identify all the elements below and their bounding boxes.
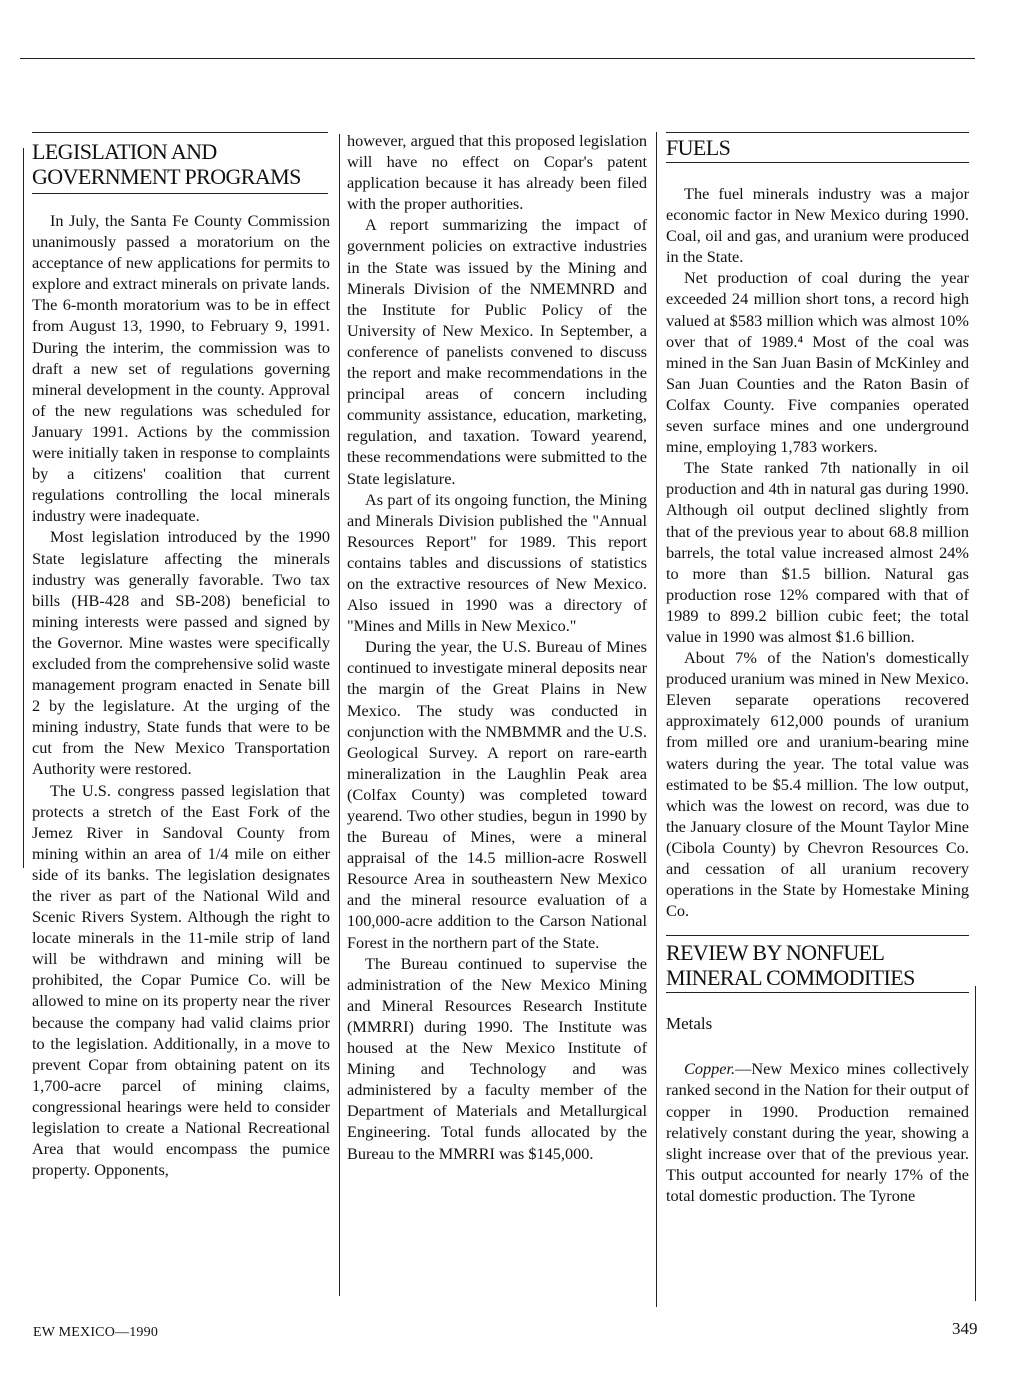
column-1 <box>32 132 330 1180</box>
heading-line: LEGISLATION AND <box>32 139 217 164</box>
copper-text: —New Mexico mines collectively ranked second in the Nation for their output of copper in 1990. Production remained relatively constant during the year, showing a slight increase over that of the previous year. This output accounted for nearly 17% of the total domestic production. The Tyrone <box>666 1059 969 1205</box>
section-heading-review <box>666 935 969 993</box>
page-number: 349 <box>952 1319 978 1338</box>
heading-line: GOVERNMENT PROGRAMS <box>32 164 301 189</box>
paragraph-copper <box>666 1058 969 1206</box>
heading-line: MINERAL COMMODITIES <box>666 965 915 991</box>
column-rule-1-2 <box>339 134 340 1296</box>
paragraph: The U.S. congress passed legislation that protects a stretch of the East Fork of the Jemez River in Sandoval County from mining within an area of 1/4 mile on either side of its banks. The legislation designates the river as part of the National Wild and Scenic Rivers System. Although the right to locate minerals in the 11-mile strip of land will be withdrawn and mining will be prohibited, the Copar Pumice Co. will be allowed to mine on its property near the river because the company had valid claims prior to the legislation. Additionally, in a move to prevent Copar from obtaining patent on its 1,700-acre parcel of mining claims, congressional hearings were held to consider legislation to create a National Recreational Area that would encompass the pumice property. Opponents, <box>32 780 330 1180</box>
copper-lead: Copper. <box>684 1059 736 1079</box>
paragraph: The Bureau continued to supervise the administration of the New Mexico Mining and Mineral Resources Research Institute (MMRRI) during 1990. The Institute was housed at the New Mexico Institute of Mining and Technology and was administered by a faculty member of the Department of Materials and Metallurgical Engineering. Total funds allocated by the Bureau to the MMRRI was $145,000. <box>347 953 647 1163</box>
paragraph: however, argued that this proposed legislation will have no effect on Copar's patent application because it has already been filed with the proper authorities. <box>347 131 647 214</box>
subheading-metals: Metals <box>666 1014 713 1034</box>
paragraph: About 7% of the Nation's domestically produced uranium was mined in New Mexico. Eleven separate operations recovered approximately 612,000 pounds of uranium from milled ore and uranium-bearing mine waters during the year. The total value was estimated to be $5.4 million. The low output, which was the lowest on record, was due to the January closure of the Mount Taylor Mine (Cibola County) by Chevron Resources Co. and cessation of all uranium recovery operations in the State by Homestake Mining Co. <box>666 648 969 921</box>
heading-line: REVIEW BY NONFUEL <box>666 940 885 966</box>
column-rule-right <box>975 986 976 1301</box>
running-footer: EW MEXICO—1990 <box>33 1325 159 1340</box>
paragraph: The fuel minerals industry was a major economic factor in New Mexico during 1990. Coal, oil and gas, and uranium were produced in the State. <box>666 184 969 267</box>
paragraph: Most legislation introduced by the 1990 State legislature affecting the minerals industry was generally favorable. Two tax bills (HB-428 and SB-208) beneficial to mining interests were passed and signed by the Governor. Mine wastes were specifically excluded from the comprehensive solid waste management program enacted in Senate bill 2 by the legislature. At the urging of the mining industry, State funds that were to be cut from the New Mexico Transportation Authority were restored. <box>32 527 330 779</box>
paragraph: As part of its ongoing function, the Mining and Minerals Division published the "Annual Resources Report" for 1989. This report contains tables and discussions of statistics on the extractive resources of New Mexico. Also issued in 1990 was a directory of "Mines and Mills in New Mexico." <box>347 489 647 636</box>
top-rule <box>20 58 975 59</box>
column-rule-2-3 <box>656 132 657 1307</box>
paragraph: During the year, the U.S. Bureau of Mines continued to investigate mineral deposits near the margin of the Great Plains in New Mexico. The study was conducted in conjunction with the NMBMMR and the U.S. Geological Survey. A report on rare-earth mineralization in the Laughlin Peak area (Colfax County) was completed toward yearend. Two other studies, begun in 1990 by the Bureau of Mines, were a mineral appraisal of the 14.5 million-acre Roswell Resource Area in southeastern New Mexico and the mineral resource evaluation of a 100,000-acre addition to the Carson National Forest in the northern part of the State. <box>347 637 647 952</box>
paragraph: In July, the Santa Fe County Commission unanimously passed a moratorium on the acceptance of new applications for permits to explore and extract minerals on private lands. The 6-month moratorium was to be in effect from August 13, 1990, to February 9, 1991. During the interim, the commission was to draft a new set of regulations governing mineral development in the county. Approval of the new regulations was scheduled for January 1991. Actions by the commission were initially taken in response to complaints by a citizens' coalition that current regulations controlling the local minerals industry were inadequate. <box>32 211 330 526</box>
paragraph: The State ranked 7th nationally in oil production and 4th in natural gas during 1990. Although oil output declined slightly from that of the previous year to about 68.8 million barrels, the total value increased almost 24% to more than $1.5 billion. Natural gas production rose 12% compared with that of 1989 to 899.2 billion cubic feet; the total value in 1990 was almost $1.6 billion. <box>666 458 969 646</box>
paragraph: A report summarizing the impact of government policies on extractive industries in the State was issued by the Mining and Minerals Division of the NMEMNRD and the Institute for Public Policy of the University of New Mexico. In September, a conference of panelists convened to discuss the report and make recommendations in the principal areas of concern including community assistance, education, marketing, regulation, and taxation. Toward yearend, these recommendations were submitted to the State legislature. <box>347 215 647 488</box>
column-3 <box>666 132 969 1206</box>
column-rule-left <box>23 148 24 868</box>
paragraph: Net production of coal during the year exceeded 24 million short tons, a record high valued at $583 million which was almost 10% over that of 1989.⁴ Most of the coal was mined in the San Juan Basin of McKinley and San Juan Counties and the Raton Basin of Colfax County. Five companies operated seven surface mines and one underground mine, employing 1,783 workers. <box>666 268 969 457</box>
section-heading-fuels <box>666 132 969 163</box>
heading-line: FUELS <box>666 135 731 160</box>
column-2 <box>347 130 647 1164</box>
section-heading-legislation <box>32 132 328 194</box>
